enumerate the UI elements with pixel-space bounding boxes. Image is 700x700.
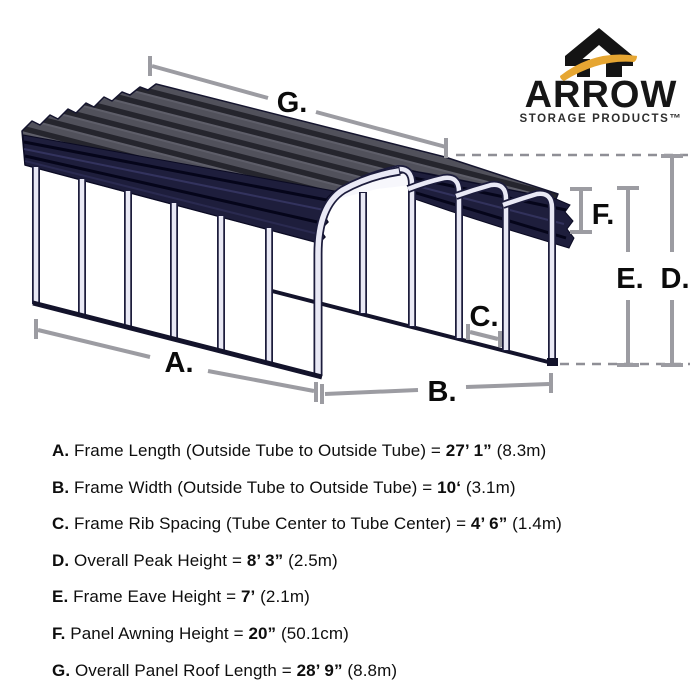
- legend-key: D.: [52, 550, 70, 570]
- legend-equals: =: [226, 587, 237, 607]
- legend-key: B.: [52, 477, 70, 497]
- legend-metric: (3.1m): [465, 477, 516, 497]
- legend-row-e: [52, 579, 682, 616]
- legend-desc: Frame Rib Spacing (Tube Center to Tube Center): [74, 514, 452, 534]
- legend-value: 28’ 9”: [296, 660, 343, 680]
- legend-key: G.: [52, 660, 71, 680]
- legend-desc: Overall Peak Height: [74, 550, 228, 570]
- legend-key: A.: [52, 441, 70, 460]
- legend-row-g: [52, 653, 682, 690]
- legend-row-c: [52, 506, 682, 543]
- legend-metric: (50.1cm): [280, 623, 349, 643]
- legend-metric: (1.4m): [512, 514, 562, 534]
- legend-value: 8’ 3”: [246, 550, 284, 570]
- legend-metric: (8.3m): [496, 441, 547, 460]
- legend-desc: Panel Awning Height: [70, 623, 229, 643]
- legend: [52, 433, 682, 689]
- arrow-logo: [519, 28, 682, 125]
- legend-desc: Frame Length (Outside Tube to Outside Tube): [74, 441, 427, 460]
- legend-value: 20”: [248, 623, 277, 643]
- corner-foot: [547, 358, 558, 366]
- legend-metric: (8.8m): [347, 660, 398, 680]
- legend-value: 10‘: [437, 477, 462, 497]
- dimension-f: [570, 189, 592, 232]
- label-a: A.: [164, 347, 194, 379]
- label-c: C.: [469, 301, 499, 333]
- label-d: D.: [660, 263, 690, 295]
- logo-tagline-text: STORAGE PRODUCTS™: [519, 113, 683, 125]
- legend-desc: Frame Width (Outside Tube to Outside Tube): [74, 477, 418, 497]
- legend-row-a: [52, 433, 682, 470]
- legend-metric: (2.1m): [260, 587, 310, 607]
- end-rib-arches: [362, 169, 552, 363]
- legend-equals: =: [456, 514, 467, 534]
- label-b: B.: [427, 376, 457, 408]
- label-e: E.: [616, 263, 644, 295]
- legend-key: C.: [52, 514, 70, 534]
- legend-row-f: [52, 616, 682, 653]
- legend-row-d: [52, 543, 682, 580]
- dimension-d: [661, 156, 683, 365]
- legend-value: 7’: [240, 587, 256, 607]
- legend-equals: =: [233, 623, 244, 643]
- legend-equals: =: [231, 550, 242, 570]
- legend-value: 27’ 1”: [445, 441, 492, 460]
- legend-equals: =: [422, 477, 433, 497]
- legend-metric: (2.5m): [288, 550, 338, 570]
- legend-key: E.: [52, 587, 69, 607]
- legend-equals: =: [430, 441, 441, 460]
- legend-desc: Overall Panel Roof Length: [74, 660, 277, 680]
- legend-key: F.: [52, 623, 66, 643]
- legend-value: 4’ 6”: [470, 514, 508, 534]
- legend-desc: Frame Eave Height: [73, 587, 222, 607]
- legend-equals: =: [281, 660, 292, 680]
- label-f: F.: [591, 199, 615, 231]
- logo-brand-text: ARROW: [524, 74, 678, 116]
- legend-row-b: [52, 470, 682, 507]
- label-g: G.: [276, 87, 308, 119]
